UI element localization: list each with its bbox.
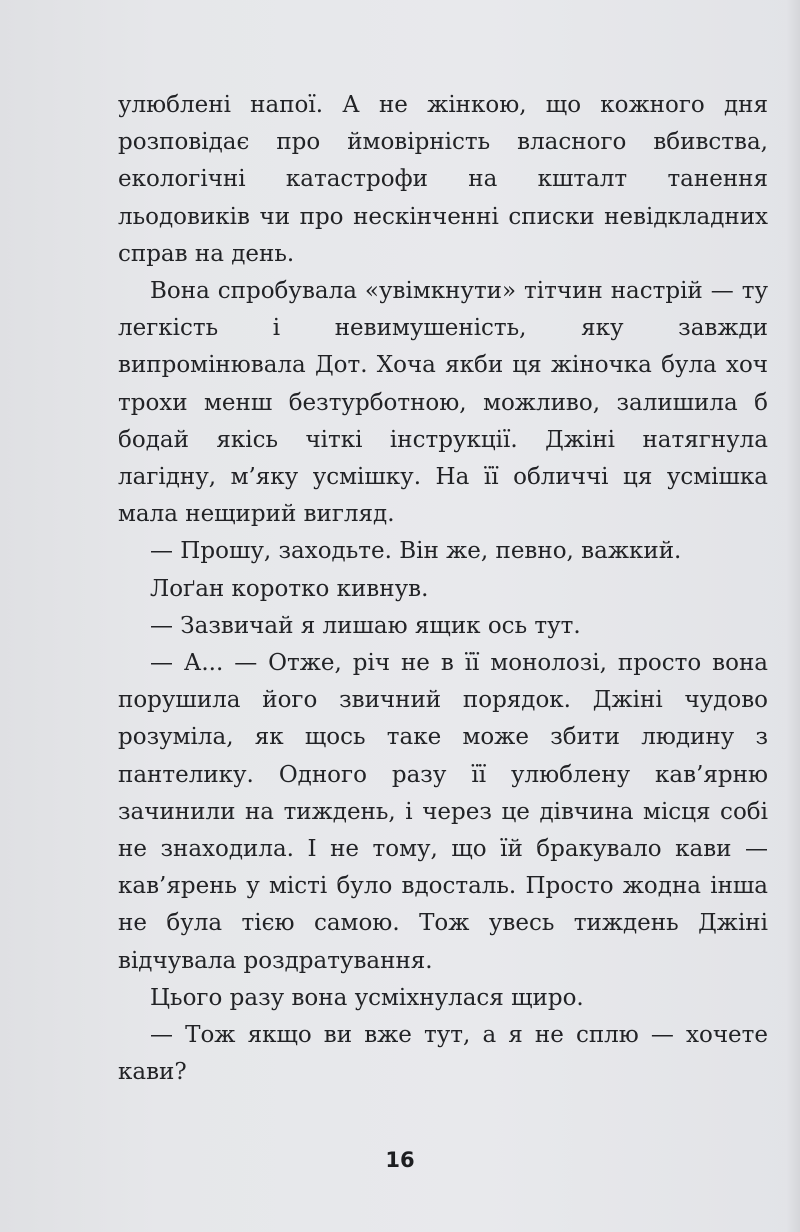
- paragraph: — А... — Отже, річ не в її монолозі, просто вона порушила його звичний порядок. Джіні чудово розуміла, як щось таке може збити людину з пантелику. Одного разу її улюблену кав’ярню зачинили на тиждень, і через це дівчина місця собі не знаходила. І не тому, що їй бракувало кави — кав’ярень у місті було вдосталь. Просто жодна інша не була тією самою. Тож увесь тиждень Джіні відчувала роздратування.: [118, 650, 768, 974]
- page-number: 16: [385, 1148, 415, 1172]
- paragraph: Лоґан коротко кивнув.: [150, 575, 429, 602]
- paragraph: Цього разу вона усміхнулася щиро.: [150, 984, 584, 1011]
- dialogue-line: — Тож якщо ви вже тут, а я не сплю — хочете кави?: [118, 1022, 768, 1086]
- page-edge-shadow: [786, 0, 800, 1232]
- paragraph: Вона спробувала «увімкнути» тітчин настрій — ту легкість і невимушеність, яку завжди випромінювала Дот. Хоча якби ця жіночка була хоч трохи менш безтурботною, можливо, залишила б бодай якісь чіткі інструкції. Джіні натягнула лагідну, м’яку усмішку. На її обличчі ця усмішка мала нещирий вигляд.: [118, 278, 768, 528]
- paragraph: улюблені напої. А не жінкою, що кожного дня розповідає про ймовірність власного вбивства, екологічні катастрофи на кшталт танення льодовиків чи про нескінченні списки невідкладних справ на день.: [118, 92, 768, 267]
- body-text: [118, 87, 768, 1091]
- dialogue-line: — Прошу, заходьте. Він же, певно, важкий.: [150, 538, 682, 565]
- dialogue-line: — Зазвичай я лишаю ящик ось тут.: [150, 612, 581, 639]
